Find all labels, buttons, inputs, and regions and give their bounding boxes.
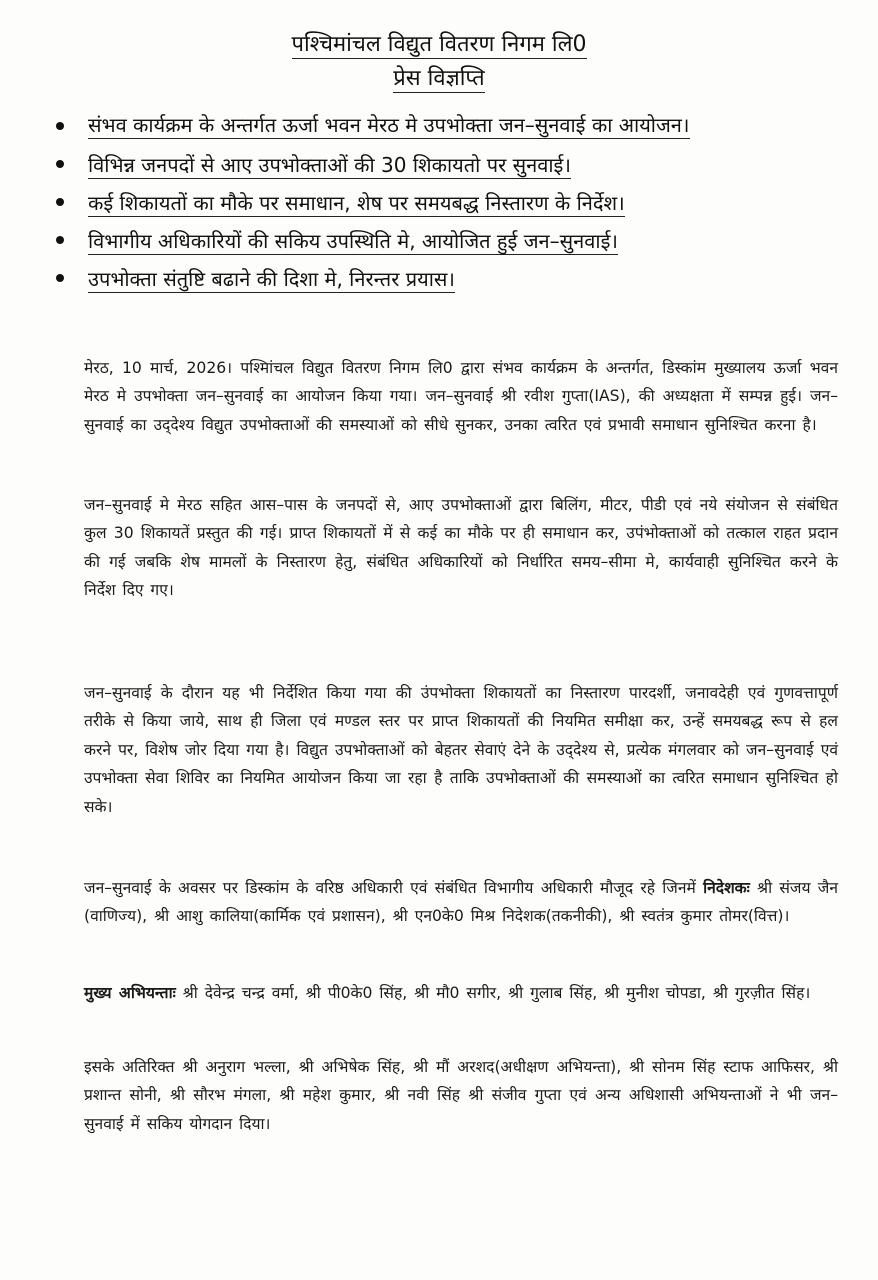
directors-label: निदेशकः xyxy=(703,878,750,897)
body-paragraph-intro: मेरठ, 10 मार्च, 2026। पश्मिांचल विद्युत वितरण निगम लि0 द्वारा संभव कार्यक्रम के अन्तर्गत, डिस्कांम मुख्यालय ऊर्जा भवन मेरठ मे उपभोक्ता जन–सुनवाई का आयोजन किया गया। जन–सुनवाई श्री रवीश गुप्ता(IAS), की अध्यक्षता में सम्पन्न हुई। जन–सुनवाई का उद्‌देश्य विद्युत उपभोक्ताओं की समस्याओं को सीधे सुनकर, उनका त्वरित एवं प्रभावी समाधान सुनिश्चित करना है। xyxy=(84,358,838,434)
press-release-heading: प्रेस विज्ञप्ति xyxy=(393,66,485,91)
highlight-item: विभागीय अधिकारियों की सकिय उपस्थिति मे, आयोजित हुई जन–सुनवाई। xyxy=(50,222,850,260)
highlight-item: संभव कार्यक्रम के अन्तर्गत ऊर्जा भवन मेरठ मे उपभोक्ता जन–सुनवाई का आयोजन। xyxy=(50,108,850,142)
body-paragraph-directors: जन–सुनवाई के अवसर पर डिस्कांम के वरिष्ठ अधिकारी एवं संबंधित विभागीय अधिकारी मौजूद रहे जिनमें निदेशकः श्री संजय जैन (वाणिज्य), श्री आशु कालिया(कार्मिक एवं प्रशासन), श्री एन0के0 मिश्र निदेशक(तकनीकी), श्री स्वतंत्र कुमार तोमर(वित्त)। xyxy=(84,878,838,926)
body-paragraph-complaints: जन–सुनवाई मे मेरठ सहित आस–पास के जनपदों से, आए उपभोक्ताओं द्वारा बिलिंग, मीटर, पीडी एवं नये संयोजन से संबंधित कुल 30 शिकायतें प्रस्तुत की गई। प्राप्त शिकायतों में से कई का मौके पर ही समाधान कर, उपंभोक्ताओं को तत्काल राहत प्रदान की गई जबकि शेष मामलों के निस्तारण हेतु, संबंधित अधिकारियों को निर्धारित समय–सीमा मे, कार्यवाही सुनिश्चित करने के निर्देश दिए गए। xyxy=(84,495,839,600)
highlight-item: कई शिकायतों का मौके पर समाधान, शेष पर समयबद्ध निस्तारण के निर्देश। xyxy=(50,184,850,222)
highlight-item: उपभोक्ता संतुष्टि बढाने की दिशा मे, निरन्तर प्रयास। xyxy=(50,260,850,298)
chief-engineers-label: मुख्य अभियन्ताः xyxy=(84,983,176,1002)
body-paragraph-chief-engineers: मुख्य अभियन्ताः श्री देवेन्द्र चन्द्र वर्मा, श्री पी0के0 सिंह, श्री मौ0 सगीर, श्री गुलाब सिंह, श्री मुनीश चोपडा, श्री गुरज़ीत सिंह। xyxy=(84,983,811,1002)
body-paragraph-directions: जन–सुनवाई के दौरान यह भी निर्देशित किया गया की उंपभोक्ता शिकायतों का निस्तारण पारदर्शी, जनावदेही एवं गुणवत्तापूर्ण तरीके से किया जाये, साथ ही जिला एवं मण्डल स्तर पर प्राप्त शिकायतों की नियमित समीक्षा कर, उन्हें समयबद्ध रूप से हल करने पर, विशेष जोर दिया गया है। विद्युत उपभोक्ताओं को बेहतर सेवाएं देने के उद्‌देश्य से, प्रत्येक मंगलवार को जन–सुनवाई एवं उपभोक्ता सेवा शिविर का नियमित आयोजन किया जा रहा है ताकि उपभोक्ताओं की समस्याओं का त्वरित समाधान सुनिश्चित हो सके। xyxy=(84,683,838,816)
highlight-item: विभिन्न जनपदों से आए उपभोक्ताओं की 30 शिकायतो पर सुनवाई। xyxy=(50,146,850,184)
bullet-icon xyxy=(56,198,64,206)
highlights-list xyxy=(50,108,850,298)
bullet-icon xyxy=(56,236,64,244)
bullet-icon xyxy=(56,122,64,130)
organization-title: पश्चिमांचल विद्युत वितरण निगम लि0 xyxy=(291,32,587,57)
body-paragraph-others: इसके अतिरिक्त श्री अनुराग भल्ला, श्री अभिषेक सिंह, श्री मौं अरशद(अधीक्षण अभियन्ता), श्री सोनम सिंह स्टाफ आफिसर, श्री प्रशान्त सोनी, श्री सौरभ मंगला, श्री महेश कुमार, श्री नवी सिंह श्री संजीव गुप्ता एवं अन्य अधिशासी अभियन्ताओं ने भी जन–सुनवाई में सकिय योगदान दिया। xyxy=(84,1057,838,1133)
bullet-icon xyxy=(56,274,64,282)
bullet-icon xyxy=(56,160,64,168)
